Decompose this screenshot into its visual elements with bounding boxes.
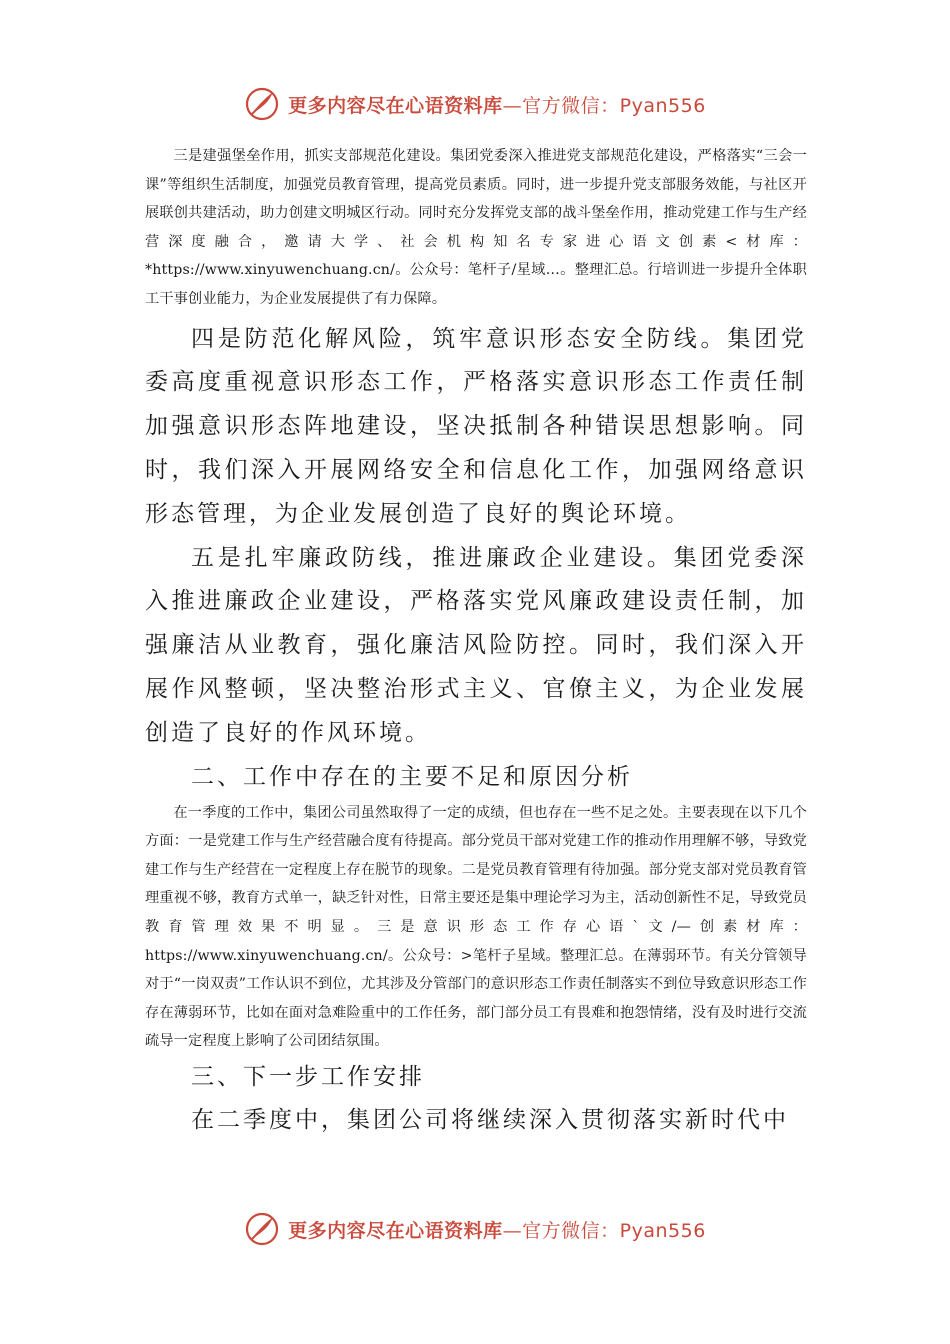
paragraph-2: 四是防范化解风险，筑牢意识形态安全防线。集团党委高度重视意识形态工作，严格落实意识形态工作责任制加强意识形态阵地建设，坚决抵制各种错误思想影响。同时，我们深入开展网络安全和信息化工作，加强网络意识形态管理，为企业发展创造了良好的舆论环境。 bbox=[145, 325, 807, 527]
banner-title: 更多内容尽在心语资料库 bbox=[288, 1219, 503, 1242]
quill-logo-icon bbox=[244, 1211, 280, 1247]
banner-contact: 官方微信：Pyan556 bbox=[522, 1219, 706, 1242]
banner-text bbox=[288, 1216, 706, 1243]
paragraph-5: 在二季度中，集团公司将继续深入贯彻落实新时代中 bbox=[191, 1106, 789, 1133]
paragraph-1: 三是建强堡垒作用，抓实支部规范化建设。集团党委深入推进党支部规范化建设，严格落实“三会一课”等组织生活制度，加强党员教育管理，提高党员素质。同时，进一步提升党支部服务效能，与社区开展联创共建活动，助力创建文明城区行动。同时充分发挥党支部的战斗堡垒作用，推动党建工作与生产经营深度融合，邀请大学、社会机构知名专家进心语文创素<材库：*https://www.xinyuwenchuang.cn/。公众号：笔杆子/星域…。整理汇总。行培训进一步提升全体职工干事创业能力，为企业发展提供了有力保障。 bbox=[145, 148, 807, 307]
section-heading-3: 三、下一步工作安排 bbox=[191, 1063, 425, 1090]
banner-separator: — bbox=[502, 94, 523, 117]
banner-separator: — bbox=[502, 1219, 523, 1242]
banner-title: 更多内容尽在心语资料库 bbox=[288, 94, 503, 117]
section-heading-2: 二、工作中存在的主要不足和原因分析 bbox=[191, 763, 633, 790]
header-banner bbox=[0, 84, 950, 124]
banner-contact: 官方微信：Pyan556 bbox=[522, 94, 706, 117]
paragraph-3: 五是扎牢廉政防线，推进廉政企业建设。集团党委深入推进廉政企业建设，严格落实党风廉政建设责任制，加强廉洁从业教育，强化廉洁风险防控。同时，我们深入开展作风整顿，坚决整治形式主义、官僚主义，为企业发展创造了良好的作风环境。 bbox=[145, 544, 807, 746]
quill-logo-icon bbox=[244, 86, 280, 122]
footer-banner bbox=[0, 1209, 950, 1249]
paragraph-4: 在一季度的工作中，集团公司虽然取得了一定的成绩，但也存在一些不足之处。主要表现在以下几个方面：一是党建工作与生产经营融合度有待提高。部分党员干部对党建工作的推动作用理解不够，导致党建工作与生产经营在一定程度上存在脱节的现象。二是党员教育管理有待加强。部分党支部对党员教育管理重视不够，教育方式单一，缺乏针对性，日常主要还是集中理论学习为主，活动创新性不足，导致党员教育管理效果不明显。三是意识形态工作存心语`文/—创素材库：https://www.xinyuwenchuang.cn/。公众号：>笔杆子星域。整理汇总。在薄弱环节。有关分管领导对于“一岗双责”工作认识不到位，尤其涉及分管部门的意识形态工作责任制落实不到位导致意识形态工作存在薄弱环节，比如在面对急难险重中的工作任务，部门部分员工有畏难和抱怨情绪，没有及时进行交流疏导一定程度上影响了公司团结氛围。 bbox=[145, 804, 807, 1050]
document-body bbox=[145, 142, 807, 1143]
banner-text bbox=[288, 91, 706, 118]
